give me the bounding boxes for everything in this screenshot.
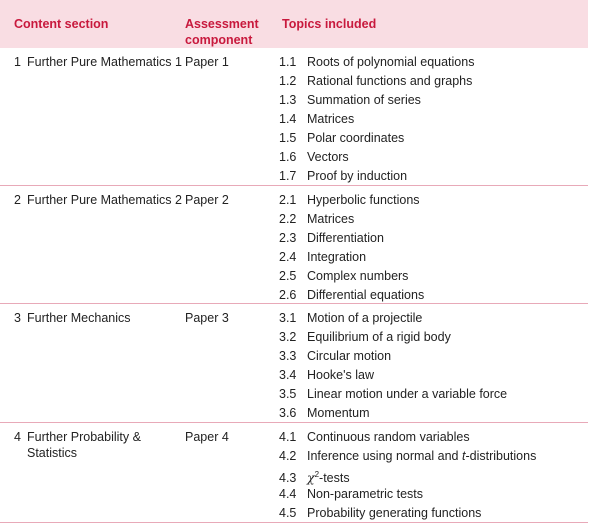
topic-number: 3.3 [279, 349, 297, 363]
topic-number: 4.4 [279, 487, 297, 501]
topic-item [279, 405, 507, 424]
assessment-component-cell: Paper 2 [185, 193, 229, 207]
topic-number: 2.4 [279, 250, 297, 264]
topic-item [279, 130, 474, 149]
topic-text: Complex numbers [307, 269, 409, 283]
topic-text: Matrices [307, 112, 355, 126]
topic-text: Hooke's law [307, 368, 374, 382]
header-assessment-line1: Assessment [185, 17, 259, 31]
topic-number: 3.5 [279, 387, 297, 401]
topic-item [279, 467, 536, 486]
topic-number: 3.4 [279, 368, 297, 382]
topic-number: 4.2 [279, 449, 297, 463]
topic-item [279, 54, 474, 73]
topic-text: Linear motion under a variable force [307, 387, 508, 401]
topic-item [279, 211, 424, 230]
topic-item [279, 168, 474, 187]
header-topics-included: Topics included [282, 17, 377, 31]
topic-item [279, 230, 424, 249]
topic-number: 4.1 [279, 430, 297, 444]
section-name-line1 [14, 429, 141, 445]
topic-number: 1.6 [279, 150, 297, 164]
topic-item [279, 448, 536, 467]
topic-text-pre: Inference using normal and [307, 449, 462, 463]
section-row-2 [0, 186, 588, 304]
topic-number: 1.5 [279, 131, 297, 145]
chi-symbol: χ [307, 470, 315, 486]
section-name-line2: Statistics [27, 446, 78, 460]
topic-text: Hyperbolic functions [307, 193, 420, 207]
section-name: Further Pure Mathematics 2 [27, 193, 182, 207]
section-name: Further Mechanics [27, 311, 131, 325]
topic-number: 1.1 [279, 55, 297, 69]
section-number: 2 [14, 193, 21, 207]
section-name: Further Pure Mathematics 1 [27, 55, 182, 69]
topic-text: Continuous random variables [307, 430, 470, 444]
header-assessment-line2: component [185, 33, 253, 47]
topic-item [279, 149, 474, 168]
topic-item [279, 192, 424, 211]
topic-number: 2.3 [279, 231, 297, 245]
topic-text: Circular motion [307, 349, 392, 363]
topic-text-post: -distributions [465, 449, 537, 463]
topic-number: 4.3 [279, 471, 297, 486]
topic-item [279, 249, 424, 268]
topics-list [279, 54, 474, 187]
topic-text-post: -tests [319, 471, 350, 486]
assessment-component-cell: Paper 3 [185, 311, 229, 325]
content-section-cell [14, 54, 182, 70]
topic-text: Integration [307, 250, 367, 264]
topic-text [307, 448, 536, 464]
topic-number: 3.6 [279, 406, 297, 420]
section-number: 3 [14, 311, 21, 325]
topic-text: Proof by induction [307, 169, 408, 183]
topic-item [279, 505, 536, 524]
content-section-cell [14, 429, 141, 461]
section-row-1 [0, 48, 588, 186]
topic-item [279, 310, 507, 329]
section-name: Further Probability & [27, 430, 141, 444]
topic-number: 3.2 [279, 330, 297, 344]
chi-superscript: 2 [314, 470, 320, 479]
section-row-4 [0, 423, 588, 523]
topic-item [279, 111, 474, 130]
topic-number: 1.3 [279, 93, 297, 107]
content-section-cell [14, 192, 182, 208]
topic-text: Momentum [307, 406, 370, 420]
topic-item [279, 486, 536, 505]
topic-number: 3.1 [279, 311, 297, 325]
topic-text [307, 467, 350, 486]
assessment-component-cell: Paper 1 [185, 55, 229, 69]
topics-list [279, 429, 536, 524]
topic-text: Roots of polynomial equations [307, 55, 475, 69]
topic-number: 1.7 [279, 169, 297, 183]
topic-number: 1.2 [279, 74, 297, 88]
topic-text: Vectors [307, 150, 349, 164]
topic-text-italic: t [461, 449, 466, 463]
topic-item [279, 429, 536, 448]
topic-number: 4.5 [279, 506, 297, 520]
section-number: 1 [14, 55, 21, 69]
topic-number: 2.6 [279, 288, 297, 302]
topic-item [279, 348, 507, 367]
header-assessment-component [185, 16, 259, 48]
header-content-section: Content section [14, 17, 109, 31]
topic-item [279, 386, 507, 405]
topic-item [279, 367, 507, 386]
topic-text: Probability generating functions [307, 506, 482, 520]
topic-text: Equilibrium of a rigid body [307, 330, 451, 344]
topic-text: Summation of series [307, 93, 421, 107]
assessment-component-cell: Paper 4 [185, 430, 229, 444]
topic-number: 2.1 [279, 193, 297, 207]
topic-number: 2.5 [279, 269, 297, 283]
topic-text: Non-parametric tests [307, 487, 424, 501]
topic-text: Differential equations [307, 288, 425, 302]
topics-list [279, 192, 424, 306]
content-section-cell [14, 310, 131, 326]
topic-text: Rational functions and graphs [307, 74, 473, 88]
topic-item [279, 329, 507, 348]
topic-text: Matrices [307, 212, 355, 226]
topic-text: Motion of a projectile [307, 311, 423, 325]
topic-item [279, 92, 474, 111]
topic-text: Differentiation [307, 231, 384, 245]
section-number: 4 [14, 430, 21, 444]
topic-item [279, 73, 474, 92]
topic-number: 1.4 [279, 112, 297, 126]
topic-item [279, 268, 424, 287]
topics-list [279, 310, 507, 424]
section-row-3 [0, 304, 588, 423]
table-header [0, 0, 588, 48]
topic-number: 2.2 [279, 212, 297, 226]
topic-text: Polar coordinates [307, 131, 405, 145]
